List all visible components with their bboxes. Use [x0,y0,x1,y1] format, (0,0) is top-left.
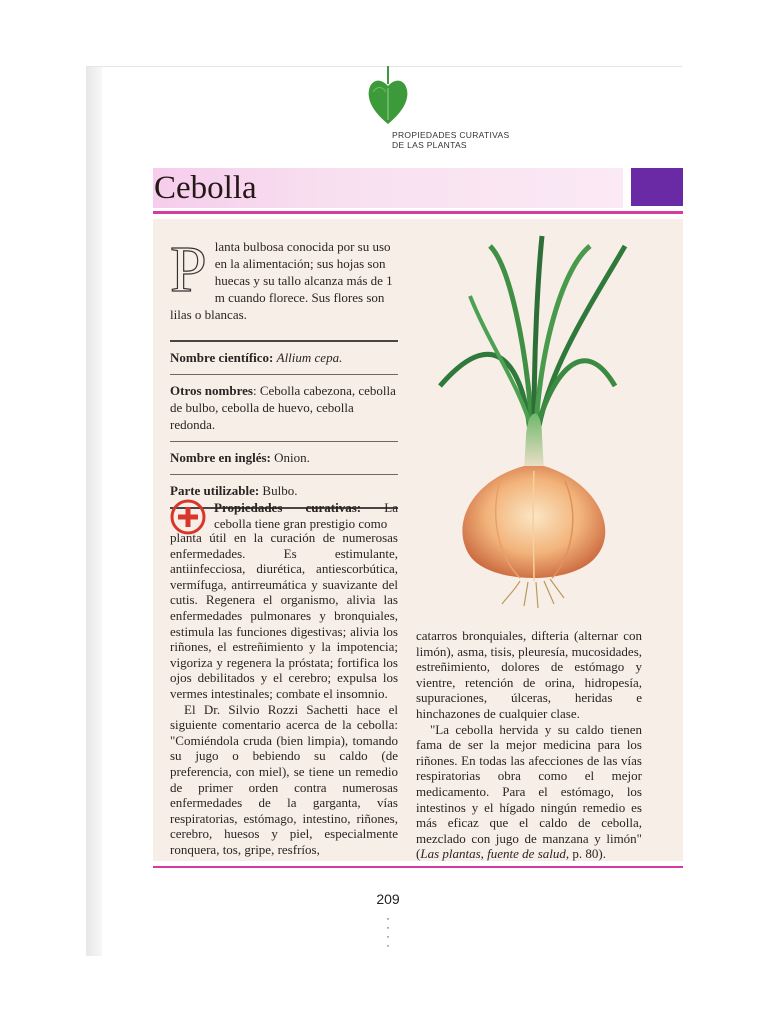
leaf-icon [367,66,409,126]
info-value: Bulbo. [262,483,298,498]
properties-label: Propiedades curativas: [214,500,362,515]
properties-body: planta útil en la curación de numerosas enfermedades. Es estimulante, antiinfecciosa, diurética, antiescorbútica, vermífuga, antirreumática y suavizante del cutis. Regenera el organismo, alivia las enfermedades pulmonares y bronquiales, estimula las funciones digestivas; alivia los riñones, el estreñimiento y la impotencia; vigoriza y regenera la próstata; fortifica los ojos debilitados y el cerebro; expulsa los vermes intestinales; combate el insomnio. [170,530,398,701]
drop-cap: P [170,233,207,306]
citation-page: p. 80). [569,846,606,862]
citation-paragraph [416,722,642,862]
info-label: Parte utilizable: [170,483,260,498]
info-value: Allium cepa. [276,350,343,365]
info-row-scientific-name [170,340,398,374]
page-title: Cebolla [154,170,257,206]
right-column-text [416,628,642,862]
title-underline [153,211,683,214]
bottom-rule [153,866,683,868]
plant-info-block [170,340,398,509]
info-label: Nombre científico: [170,350,274,365]
citation-source: Las plantas, fuente de salud, [420,846,570,862]
info-label: Nombre en inglés: [170,450,271,465]
info-row-other-names [170,374,398,441]
info-value: : Cebolla cabezona, cebolla de bulbo, cebolla de huevo, cebolla redonda. [170,383,396,432]
citation-quote: "La cebolla hervida y su caldo tienen fama de ser la mejor medicina para los riñones. En todas las afecciones de las vías respiratorias obra como el mejor medicamento. Para el estómago, los intestinos y el hígado ningún remedio es más eficaz que el caldo de cebolla, mezclado con jugo de manzana y limón" ( [416,721,642,862]
properties-first-lines: La cebolla tiene gran prestigio como [214,500,398,531]
info-value: Onion. [274,450,310,465]
page-dots-ornament: · · · · [386,913,390,952]
section-header-line1: PROPIEDADES CURATIVAS [392,130,510,140]
info-row-english-name [170,441,398,474]
left-column-text [170,530,398,857]
title-accent-square [631,168,683,206]
page-number: 209 [376,891,400,907]
onion-illustration [430,226,635,611]
properties-intro [214,500,398,531]
quote-paragraph: El Dr. Silvio Rozzi Sachetti hace el siguiente comentario acerca de la cebolla: "Comiéndola cruda (bien limpia), tomando su jugo o bebiendo su caldo (de preferencia, con miel), se tiene un remedio de primer orden contra numerosas enfermedades de la garganta, vías respiratorias, estómago, intestino, riñones, cerebro, huesos y piel, especialmente ronquera, tos, gripe, resfríos, [170,701,398,857]
intro-paragraph [170,233,398,323]
section-header-line2: DE LAS PLANTAS [392,140,467,150]
info-label: Otros nombres [170,383,253,398]
section-header [392,130,509,150]
ailments-paragraph: catarros bronquiales, difteria (alternar con limón), asma, tisis, pleuresía, mucosidades, estreñimiento, dolores de estómago y vientre, retención de orina, hidropesía, supuraciones, úlceras, heridas e hinchazones de cualquier clase. [416,628,642,721]
book-spine-shadow [86,66,102,956]
intro-text: lanta bulbosa conocida por su uso en la alimentación; sus hojas son huecas y su tallo alcanza más de 1 m cuando florece. Sus flores son lilas o blancas. [170,239,393,322]
